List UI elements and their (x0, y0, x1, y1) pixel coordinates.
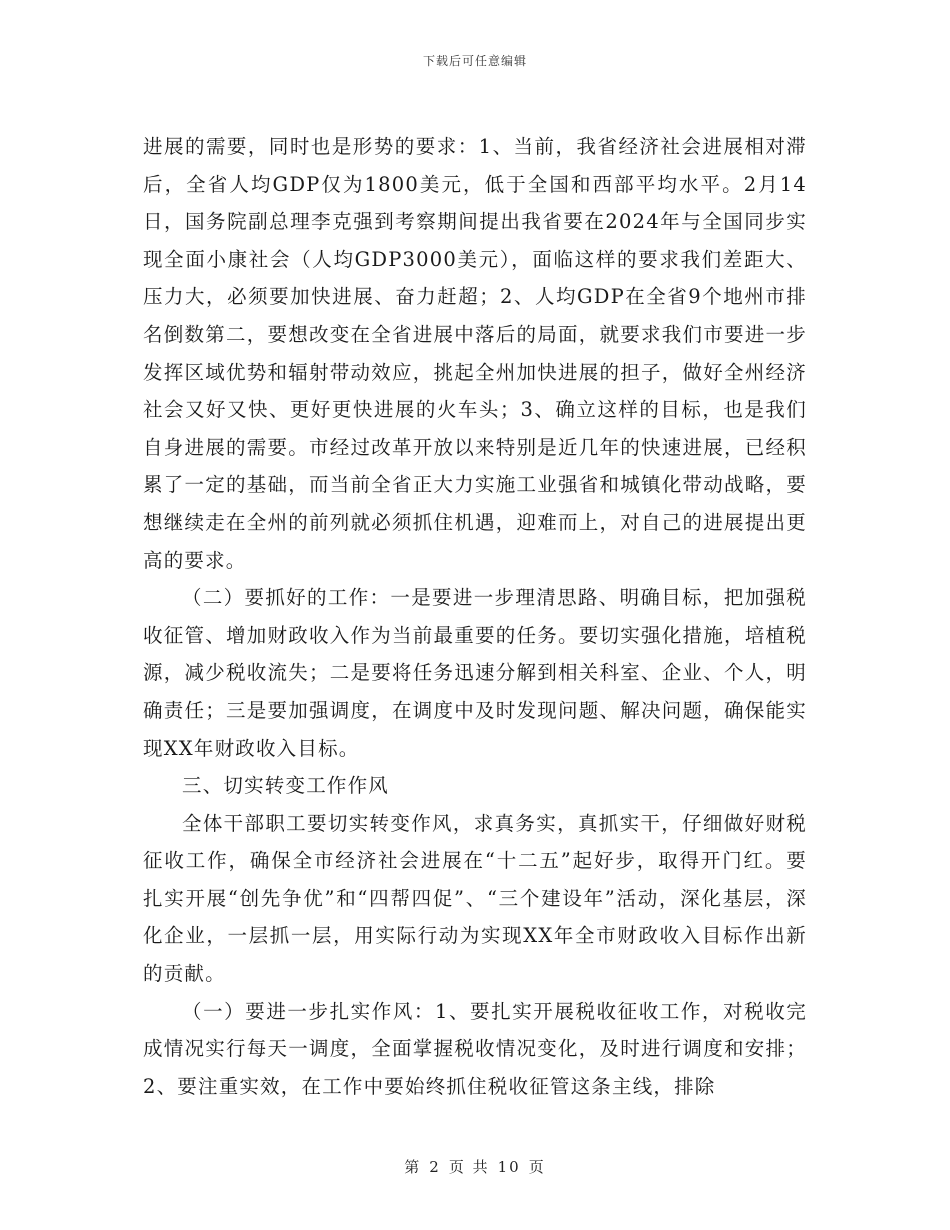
paragraph-2: （二）要抓好的工作：一是要进一步理清思路、明确目标，把加强税收征管、增加财政收入作为当前最重要的任务。要切实强化措施，培植税源，减少税收流失；二是要将任务迅速分解到相关科室、企业、个人，明确责任；三是要加强调度，在调度中及时发现问题、解决问题，确保能实现XX年财政收入目标。 (143, 586, 807, 760)
footer-total-pages: 10 (497, 1158, 521, 1176)
footer-middle: 页 共 (448, 1158, 490, 1176)
page-footer (0, 1156, 950, 1177)
paragraph-1: 进展的需要，同时也是形势的要求：1、当前，我省经济社会进展相对滞后，全省人均GDP仅为1800美元，低于全国和西部平均水平。2月14日，国务院副总理李克强到考察期间提出我省要在2024年与全国同步实现全面小康社会（人均GDP3000美元），面临这样的要求我们差距大、压力大，必须要加快进展、奋力赶超；2、人均GDP在全省9个地州市排名倒数第二，要想改变在全省进展中落后的局面，就要求我们市要进一步发挥区域优势和辐射带动效应，挑起全州加快进展的担子，做好全州经济社会又好又快、更好更快进展的火车头；3、确立这样的目标，也是我们自身进展的需要。市经过改革开放以来特别是近几年的快速进展，已经积累了一定的基础，而当前全省正大力实施工业强省和城镇化带动战略，要想继续走在全州的前列就必须抓住机遇，迎难而上，对自己的进展提出更高的要求。 (143, 135, 807, 572)
footer-page-number: 2 (429, 1158, 441, 1176)
footer-suffix: 页 (528, 1158, 546, 1176)
paragraph-3: 全体干部职工要切实转变作风，求真务实，真抓实干，仔细做好财税征收工作，确保全市经济社会进展在“十二五”起好步，取得开门红。要扎实开展“创先争优”和“四帮四促”、“三个建设年”活动，深化基层，深化企业，一层抓一层，用实际行动为实现XX年全市财政收入目标作出新的贡献。 (143, 811, 807, 986)
document-body (143, 128, 807, 1105)
footer-prefix: 第 (404, 1158, 422, 1176)
paragraph-4: （一）要进一步扎实作风：1、要扎实开展税收征收工作，对税收完成情况实行每天一调度，全面掌握税收情况变化，及时进行调度和安排；2、要注重实效，在工作中要始终抓住税收征管这条主线，排除 (143, 999, 807, 1098)
page-header: 下载后可任意编辑 (422, 54, 527, 68)
section-heading: 三、切实转变工作作风 (182, 774, 390, 798)
